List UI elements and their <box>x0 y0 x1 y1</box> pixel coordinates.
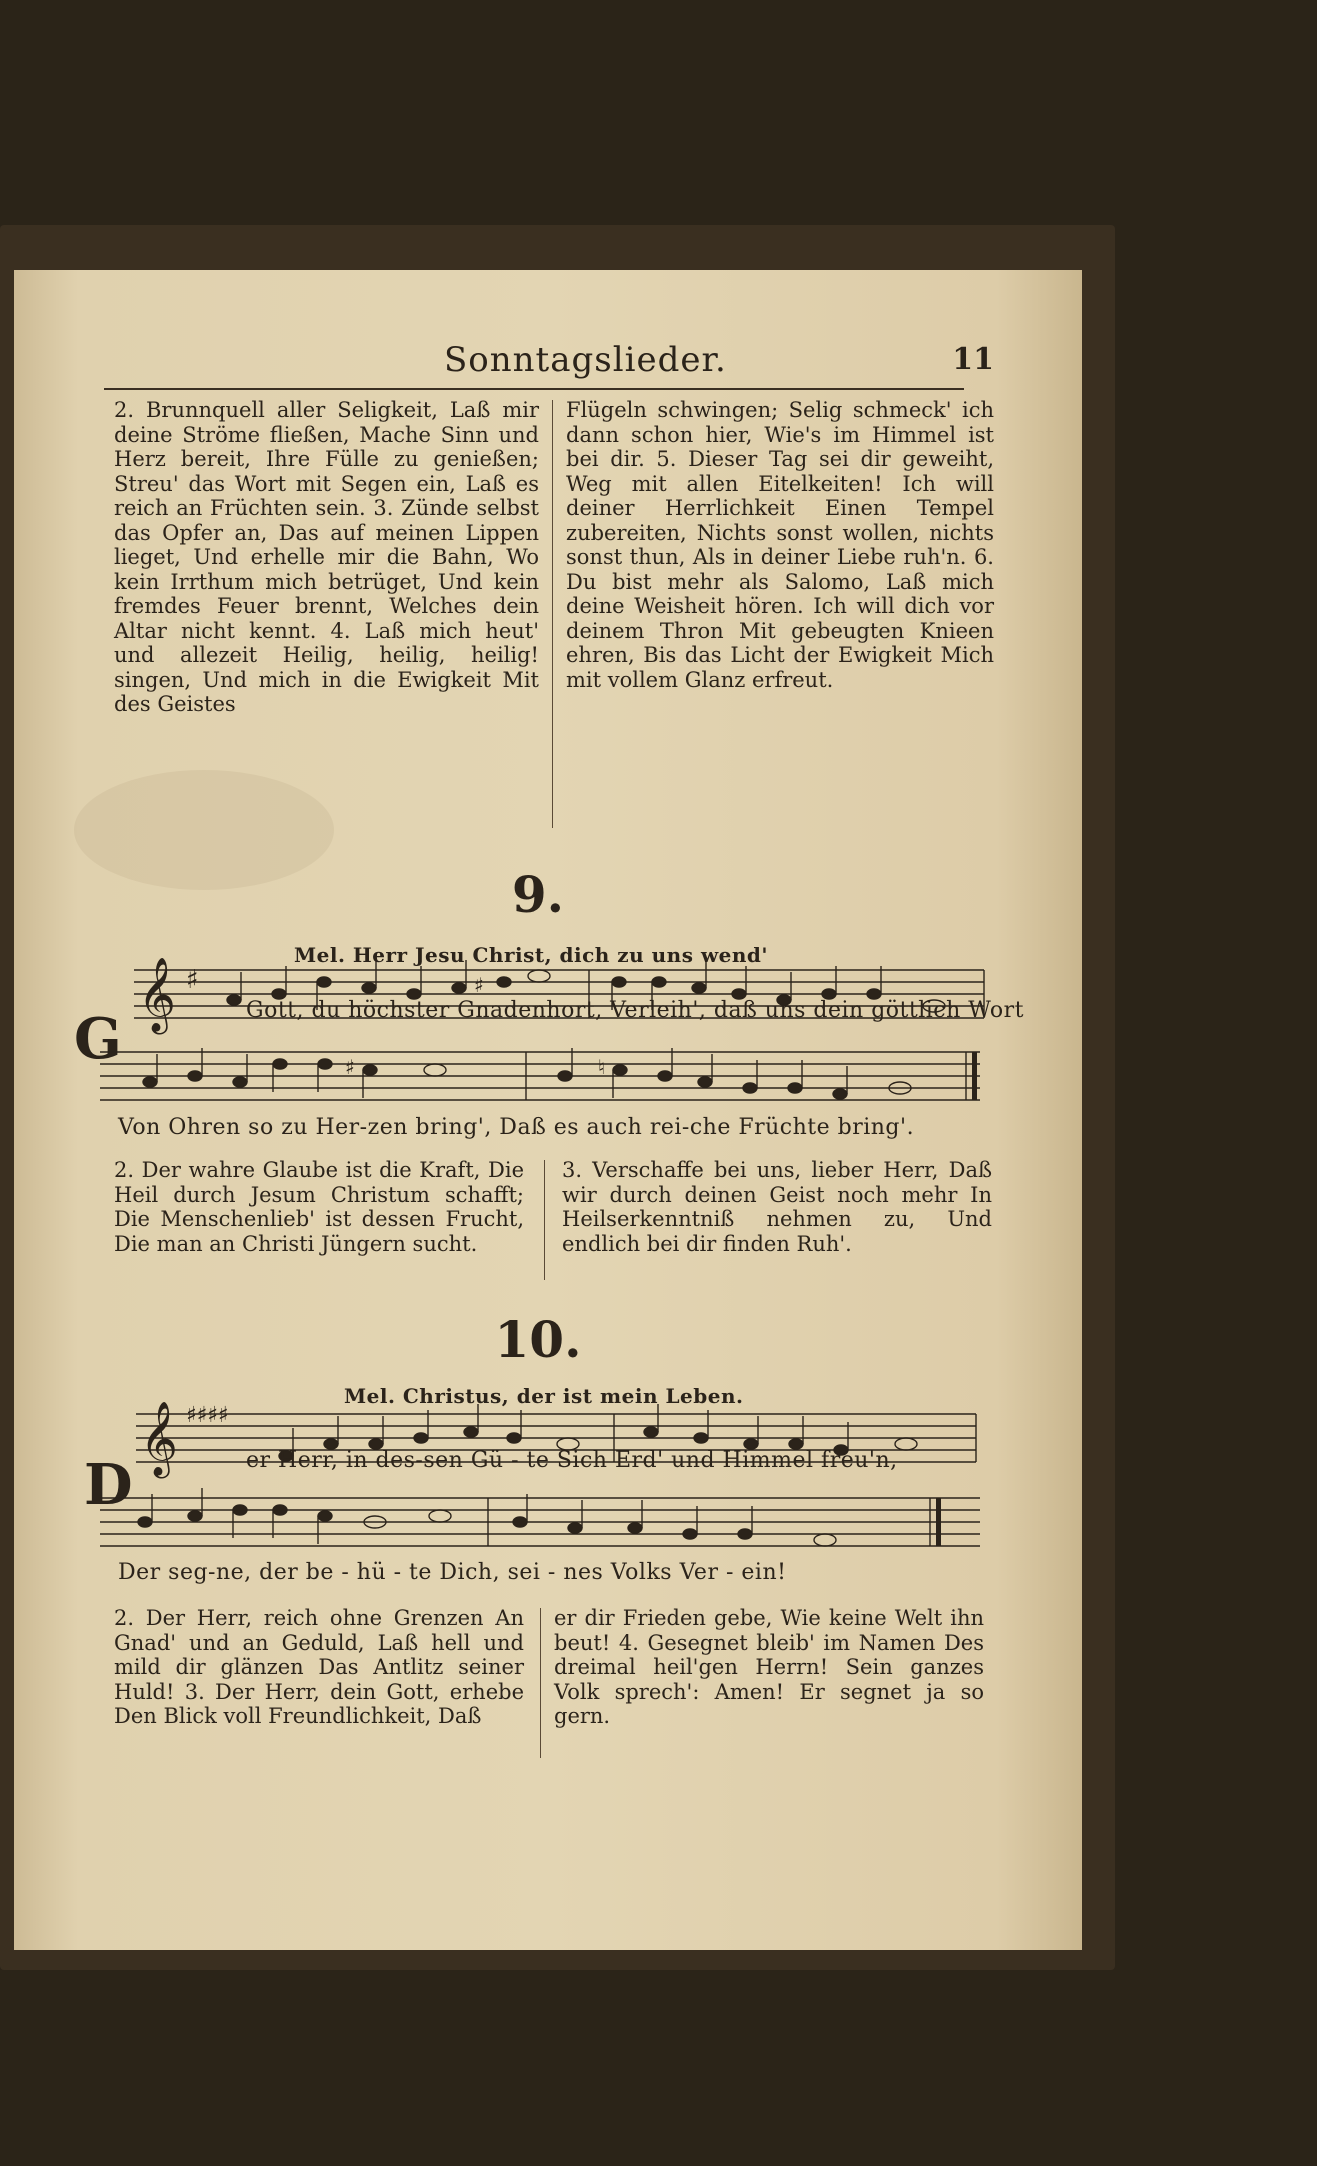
hymn-10-verses-3-4: er dir Frieden gebe, Wie keine Welt ihn beut! 4. Gesegnet bleib' im Namen Des dreimal heil'gen Herrn! Sein ganzes Volk sprech': Amen! Er segnet ja so gern. <box>554 1606 984 1728</box>
hymn-10-verses-2-3: 2. Der Herr, reich ohne Grenzen An Gnad' und an Geduld, Laß hell und mild dir glänzen Das Antlitz seiner Huld! 3. Der Herr, dein Gott, erhebe Den Blick voll Freundlichkeit, Daß <box>114 1606 524 1728</box>
book-page <box>14 270 1082 1950</box>
page-number: 11 <box>952 342 994 377</box>
hymn-9-verse-2: 2. Der wahre Glaube ist die Kraft, Die Heil durch Jesum Christum schafft; Die Menschenlieb' ist dessen Frucht, Die man an Christi Jüngern sucht. <box>114 1158 524 1256</box>
top-right-text: Flügeln schwingen; Selig schmeck' ich dann schon hier, Wie's im Himmel ist bei dir. 5. Dieser Tag sei dir geweiht, Weg mit allen Eitelkeiten! Ich will deiner Herrlichkeit Einen Tempel zubereiten, Nichts sonst wollen, nichts sonst thun, Als in deiner Liebe ruh'n. 6. Du bist mehr als Salomo, Laß mich deine Weisheit hören. Ich will dich vor deinem Thron Mit gebeugten Knieen ehren, Bis das Licht der Ewigkeit Mich mit vollem Glanz erfreut. <box>566 398 994 692</box>
header-rule <box>104 388 964 390</box>
hymn-10-verse-right <box>554 1606 984 1729</box>
hymn-9-drop-cap: G <box>74 1006 123 1072</box>
hymn-9-verse-left <box>114 1158 524 1256</box>
top-left-text: 2. Brunnquell aller Seligkeit, Laß mir deine Ströme fließen, Mache Sinn und Herz bereit, Ihre Fülle zu genießen; Streu' das Wort mit Segen ein, Laß es reich an Früchten sein. 3. Zünde selbst das Opfer an, Das auf meinen Lippen lieget, Und erhelle mir die Bahn, Wo kein Irrthum mich betrüget, Und kein fremdes Feuer brennt, Welches dein Altar nicht kennt. 4. Laß mich heut' und allezeit Heilig, heilig, heilig! singen, Und mich in die Ewigkeit Mit des Geistes <box>114 398 539 716</box>
top-right-column <box>566 398 994 692</box>
top-left-column <box>114 398 539 717</box>
hymn-10-lyric-1: er Herr, in des-sen Gü - te Sich Erd' und Himmel freu'n, <box>246 1448 898 1473</box>
hymn-9-verse-3: 3. Verschaffe bei uns, lieber Herr, Daß wir durch deinen Geist noch mehr In Heilserkenntniß nehmen zu, Und endlich bei dir finden Ruh'. <box>562 1158 992 1256</box>
svg-text:♯: ♯ <box>345 1055 355 1079</box>
hymn-10-staff-2 <box>100 1486 1000 1556</box>
svg-text:𝄞: 𝄞 <box>140 1402 178 1476</box>
svg-text:♯: ♯ <box>186 965 199 995</box>
hymn-10-melody: Mel. Christus, der ist mein Leben. <box>344 1384 744 1408</box>
hymn-9-verse-right <box>562 1158 992 1256</box>
svg-text:♮: ♮ <box>598 1055 606 1079</box>
hymn-10-number: 10. <box>494 1310 582 1369</box>
svg-text:𝄞: 𝄞 <box>138 958 176 1032</box>
hymn-9-lyric-2: Von Ohren so zu Her-zen bring', Daß es auch rei-che Früchte bring'. <box>118 1115 915 1140</box>
svg-text:♯♯♯♯: ♯♯♯♯ <box>186 1403 229 1428</box>
column-divider <box>540 1608 541 1758</box>
hymn-10-drop-cap: D <box>84 1452 134 1518</box>
hymn-9-lyric-1: Gott, du höchster Gnadenhort, Verleih', daß uns dein göttlich Wort <box>246 998 1024 1023</box>
hymn-10-verse-left <box>114 1606 524 1729</box>
hymn-9-staff-2 <box>100 1040 1000 1110</box>
hymn-10-lyric-2: Der seg-ne, der be - hü - te Dich, sei - nes Volks Ver - ein! <box>118 1560 787 1585</box>
running-header <box>104 340 994 380</box>
hymn-9-melody: Mel. Herr Jesu Christ, dich zu uns wend' <box>294 943 769 967</box>
column-divider <box>552 400 553 828</box>
hymn-9-number: 9. <box>511 865 565 924</box>
page-title: Sonntagslieder. <box>444 340 727 380</box>
svg-text:♯: ♯ <box>474 973 484 997</box>
column-divider <box>544 1160 545 1280</box>
